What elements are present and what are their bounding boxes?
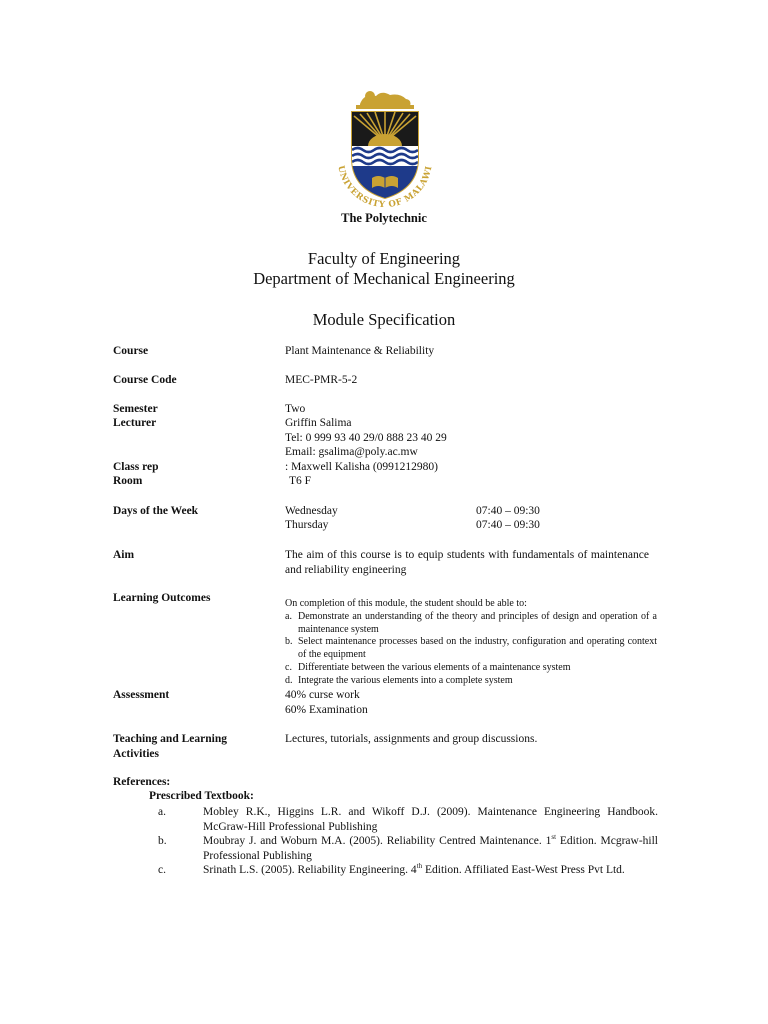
list-marker: b. — [285, 636, 293, 648]
svg-text:UNIVERSITY OF MALAWI: UNIVERSITY OF MALAWI — [335, 164, 435, 211]
aim-value: The aim of this course is to equip students with fundamentals of maintenance and reliability engineering — [285, 549, 649, 576]
list-item — [285, 675, 657, 688]
lecturer-email: Email: gsalima@poly.ac.mw — [285, 446, 418, 458]
faculty-heading — [0, 249, 768, 289]
list-item — [285, 636, 657, 661]
references-heading: References: — [113, 776, 171, 788]
course-code-label: Course Code — [113, 374, 177, 386]
day-thursday: Thursday — [285, 519, 329, 531]
reference-list — [158, 805, 658, 878]
teaching-learning-value: Lectures, tutorials, assignments and group discussions. — [285, 733, 538, 745]
list-marker: a. — [285, 611, 292, 622]
department-name: Department of Mechanical Engineering — [253, 269, 515, 288]
time-thursday: 07:40 – 09:30 — [476, 519, 540, 531]
day-wednesday: Wednesday — [285, 505, 338, 517]
lecturer-label: Lecturer — [113, 417, 157, 429]
semester-label: Semester — [113, 403, 158, 415]
assessment-exam: 60% Examination — [285, 704, 368, 716]
list-item — [285, 662, 657, 675]
list-item — [158, 863, 658, 878]
faculty-name: Faculty of Engineering — [307, 249, 461, 268]
assessment-label: Assessment — [113, 689, 170, 701]
lecturer-name: Griffin Salima — [285, 417, 352, 429]
list-marker: a. — [158, 806, 166, 818]
prescribed-textbook-heading: Prescribed Textbook: — [149, 790, 254, 802]
class-rep-label: Class rep — [113, 461, 159, 473]
course-code-value: MEC-PMR-5-2 — [285, 374, 358, 386]
list-text: Demonstrate an understanding of the theory and principles of design and operation of a maintenance system — [298, 611, 657, 635]
list-item — [158, 805, 658, 834]
course-value: Plant Maintenance & Reliability — [285, 345, 435, 357]
days-label: Days of the Week — [113, 505, 199, 517]
teaching-learning-label: Teaching and Learning Activities — [113, 733, 227, 760]
learning-outcomes-intro: On completion of this module, the student should be able to: — [285, 598, 527, 609]
document-title: Module Specification — [312, 310, 456, 329]
list-item — [158, 834, 658, 863]
room-label: Room — [113, 475, 143, 487]
list-marker: c. — [285, 661, 292, 673]
list-text: Integrate the various elements into a complete system — [298, 674, 513, 686]
lecturer-tel: Tel: 0 999 93 40 29/0 888 23 40 29 — [285, 432, 447, 444]
reference-text: Srinath L.S. (2005). Reliability Engineering. 4th Edition. Affiliated East-West Press Pvt Ltd. — [203, 862, 625, 876]
reference-text: Mobley R.K., Higgins L.R. and Wikoff D.J. (2009). Maintenance Engineering Handbook. McGraw-Hill Professional Publishing — [203, 806, 658, 833]
reference-text: Moubray J. and Woburn M.A. (2005). Reliability Centred Maintenance. 1st Edition. Mcgraw-hill Professional Publishing — [203, 833, 659, 862]
aim-label: Aim — [113, 549, 135, 561]
room-value: T6 F — [289, 475, 312, 487]
learning-outcomes-label: Learning Outcomes — [113, 592, 211, 604]
class-rep-value: : Maxwell Kalisha (0991212980) — [285, 461, 438, 473]
course-label: Course — [113, 345, 149, 357]
list-item — [285, 611, 657, 636]
list-text: Differentiate between the various elements of a maintenance system — [298, 661, 571, 673]
list-text: Select maintenance processes based on the industry, configuration and operating context of the equipment — [298, 636, 657, 661]
learning-outcomes-list — [285, 611, 657, 687]
list-marker: d. — [285, 674, 293, 686]
semester-value: Two — [285, 403, 306, 415]
time-wednesday: 07:40 – 09:30 — [476, 505, 540, 517]
university-of-malawi-crest-icon — [330, 90, 440, 215]
list-marker: c. — [158, 864, 166, 876]
assessment-coursework: 40% curse work — [285, 689, 360, 701]
institution-name: The Polytechnic — [341, 211, 427, 225]
list-marker: b. — [158, 835, 167, 847]
